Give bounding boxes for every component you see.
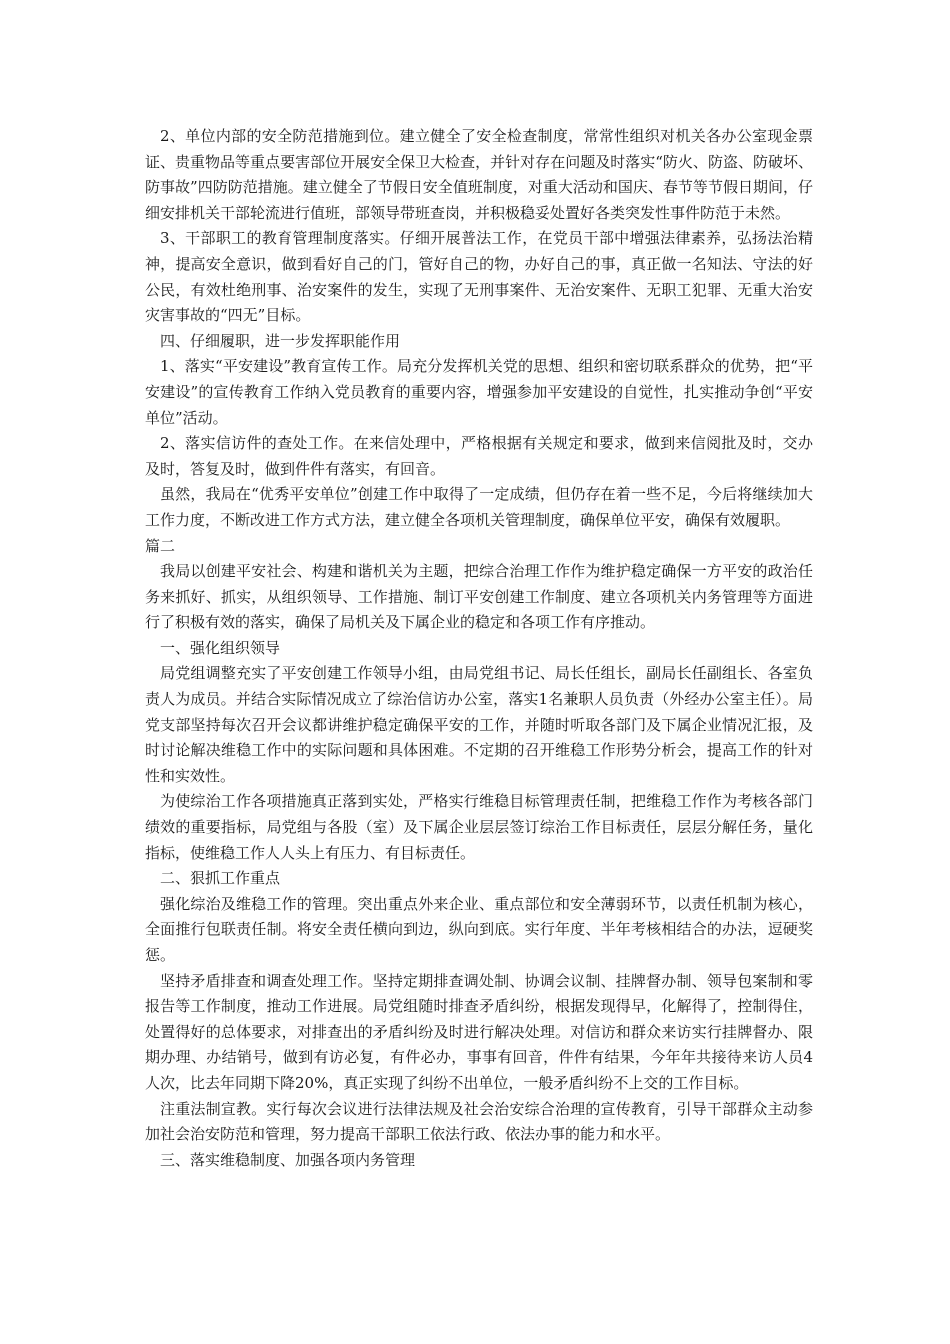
paragraph: 虽然，我局在“优秀平安单位”创建工作中取得了一定成绩，但仍存在着一些不足，今后将继续加大工作力度，不断改进工作方式方法，建立健全各项机关管理制度，确保单位平安，确保有效履职。 xyxy=(145,485,813,529)
paragraph: 2、单位内部的安全防范措施到位。建立健全了安全检查制度，常常性组织对机关各办公室现金票证、贵重物品等重点要害部位开展安全保卫大检查，并针对存在问题及时落实“防火、防盗、防破坏、防事故”四防防范措施。建立健全了节假日安全值班制度，对重大活动和国庆、春节等节假日期间，仔细安排机关干部轮流进行值班，部领导带班查岗，并积极稳妥处置好各类突发性事件防范于未然。 xyxy=(145,127,813,222)
paragraph: 2、落实信访件的查处工作。在来信处理中，严格根据有关规定和要求，做到来信阅批及时，交办及时，答复及时，做到件件有落实，有回音。 xyxy=(145,434,813,478)
document-body xyxy=(145,124,813,1173)
paragraph: 强化综治及维稳工作的管理。突出重点外来企业、重点部位和安全薄弱环节，以责任机制为核心，全面推行包联责任制。将安全责任横向到边，纵向到底。实行年度、半年考核相结合的办法，逗硬奖惩。 xyxy=(145,894,813,964)
part-heading: 篇二 xyxy=(145,536,176,555)
section-heading: 三、落实维稳制度、加强各项内务管理 xyxy=(160,1150,416,1169)
paragraph: 注重法制宣教。实行每次会议进行法律法规及社会治安综合治理的宣传教育，引导干部群众主动参加社会治安防范和管理，努力提高干部职工依法行政、依法办事的能力和水平。 xyxy=(145,1099,813,1144)
section-heading: 一、强化组织领导 xyxy=(160,638,281,657)
paragraph: 为使综治工作各项措施真正落到实处，严格实行维稳目标管理责任制，把维稳工作作为考核各部门绩效的重要指标，局党组与各股（室）及下属企业层层签订综治工作目标责任，层层分解任务，量化指标，使维稳工作人人头上有压力、有目标责任。 xyxy=(145,792,813,862)
paragraph: 3、干部职工的教育管理制度落实。仔细开展普法工作，在党员干部中增强法律素养，弘扬法治精神，提高安全意识，做到看好自己的门，管好自己的物，办好自己的事，真正做一名知法、守法的好公民，有效杜绝刑事、治安案件的发生，实现了无刑事案件、无治安案件、无职工犯罪、无重大治安灾害事故的“四无”目标。 xyxy=(145,229,813,325)
paragraph: 我局以创建平安社会、构建和谐机关为主题，把综合治理工作作为维护稳定确保一方平安的政治任务来抓好、抓实，从组织领导、工作措施、制订平安创建工作制度、建立各项机关内务管理等方面进行了积极有效的落实，确保了局机关及下属企业的稳定和各项工作有序推动。 xyxy=(145,562,813,632)
paragraph: 坚持矛盾排查和调查处理工作。坚持定期排查调处制、协调会议制、挂牌督办制、领导包案制和零报告等工作制度，推动工作进展。局党组随时排查矛盾纠纷，根据发现得早，化解得了，控制得住，处置得好的总体要求，对排查出的矛盾纠纷及时进行解决处理。对信访和群众来访实行挂牌督办、限期办理、办结销号，做到有访必复，有件必办，事事有回音，件件有结果，今年年共接待来访人员4人次，比去年同期下降20%，真正实现了纠纷不出单位，一般矛盾纠纷不上交的工作目标。 xyxy=(145,971,813,1092)
paragraph: 局党组调整充实了平安创建工作领导小组，由局党组书记、局长任组长，副局长任副组长、各室负责人为成员。并结合实际情况成立了综治信访办公室，落实1名兼职人员负责（外经办公室主任）。局党支部坚持每次召开会议都讲维护稳定确保平安的工作，并随时听取各部门及下属企业情况汇报，及时讨论解决维稳工作中的实际问题和具体困难。不定期的召开维稳工作形势分析会，提高工作的针对性和实效性。 xyxy=(145,664,813,785)
paragraph: 1、落实“平安建设”教育宣传工作。局充分发挥机关党的思想、组织和密切联系群众的优势，把“平安建设”的宣传教育工作纳入党员教育的重要内容，增强参加平安建设的自觉性，扎实推动争创“平安单位”活动。 xyxy=(145,357,813,427)
section-heading: 二、狠抓工作重点 xyxy=(160,869,281,888)
section-heading: 四、仔细履职，进一步发挥职能作用 xyxy=(160,331,401,350)
